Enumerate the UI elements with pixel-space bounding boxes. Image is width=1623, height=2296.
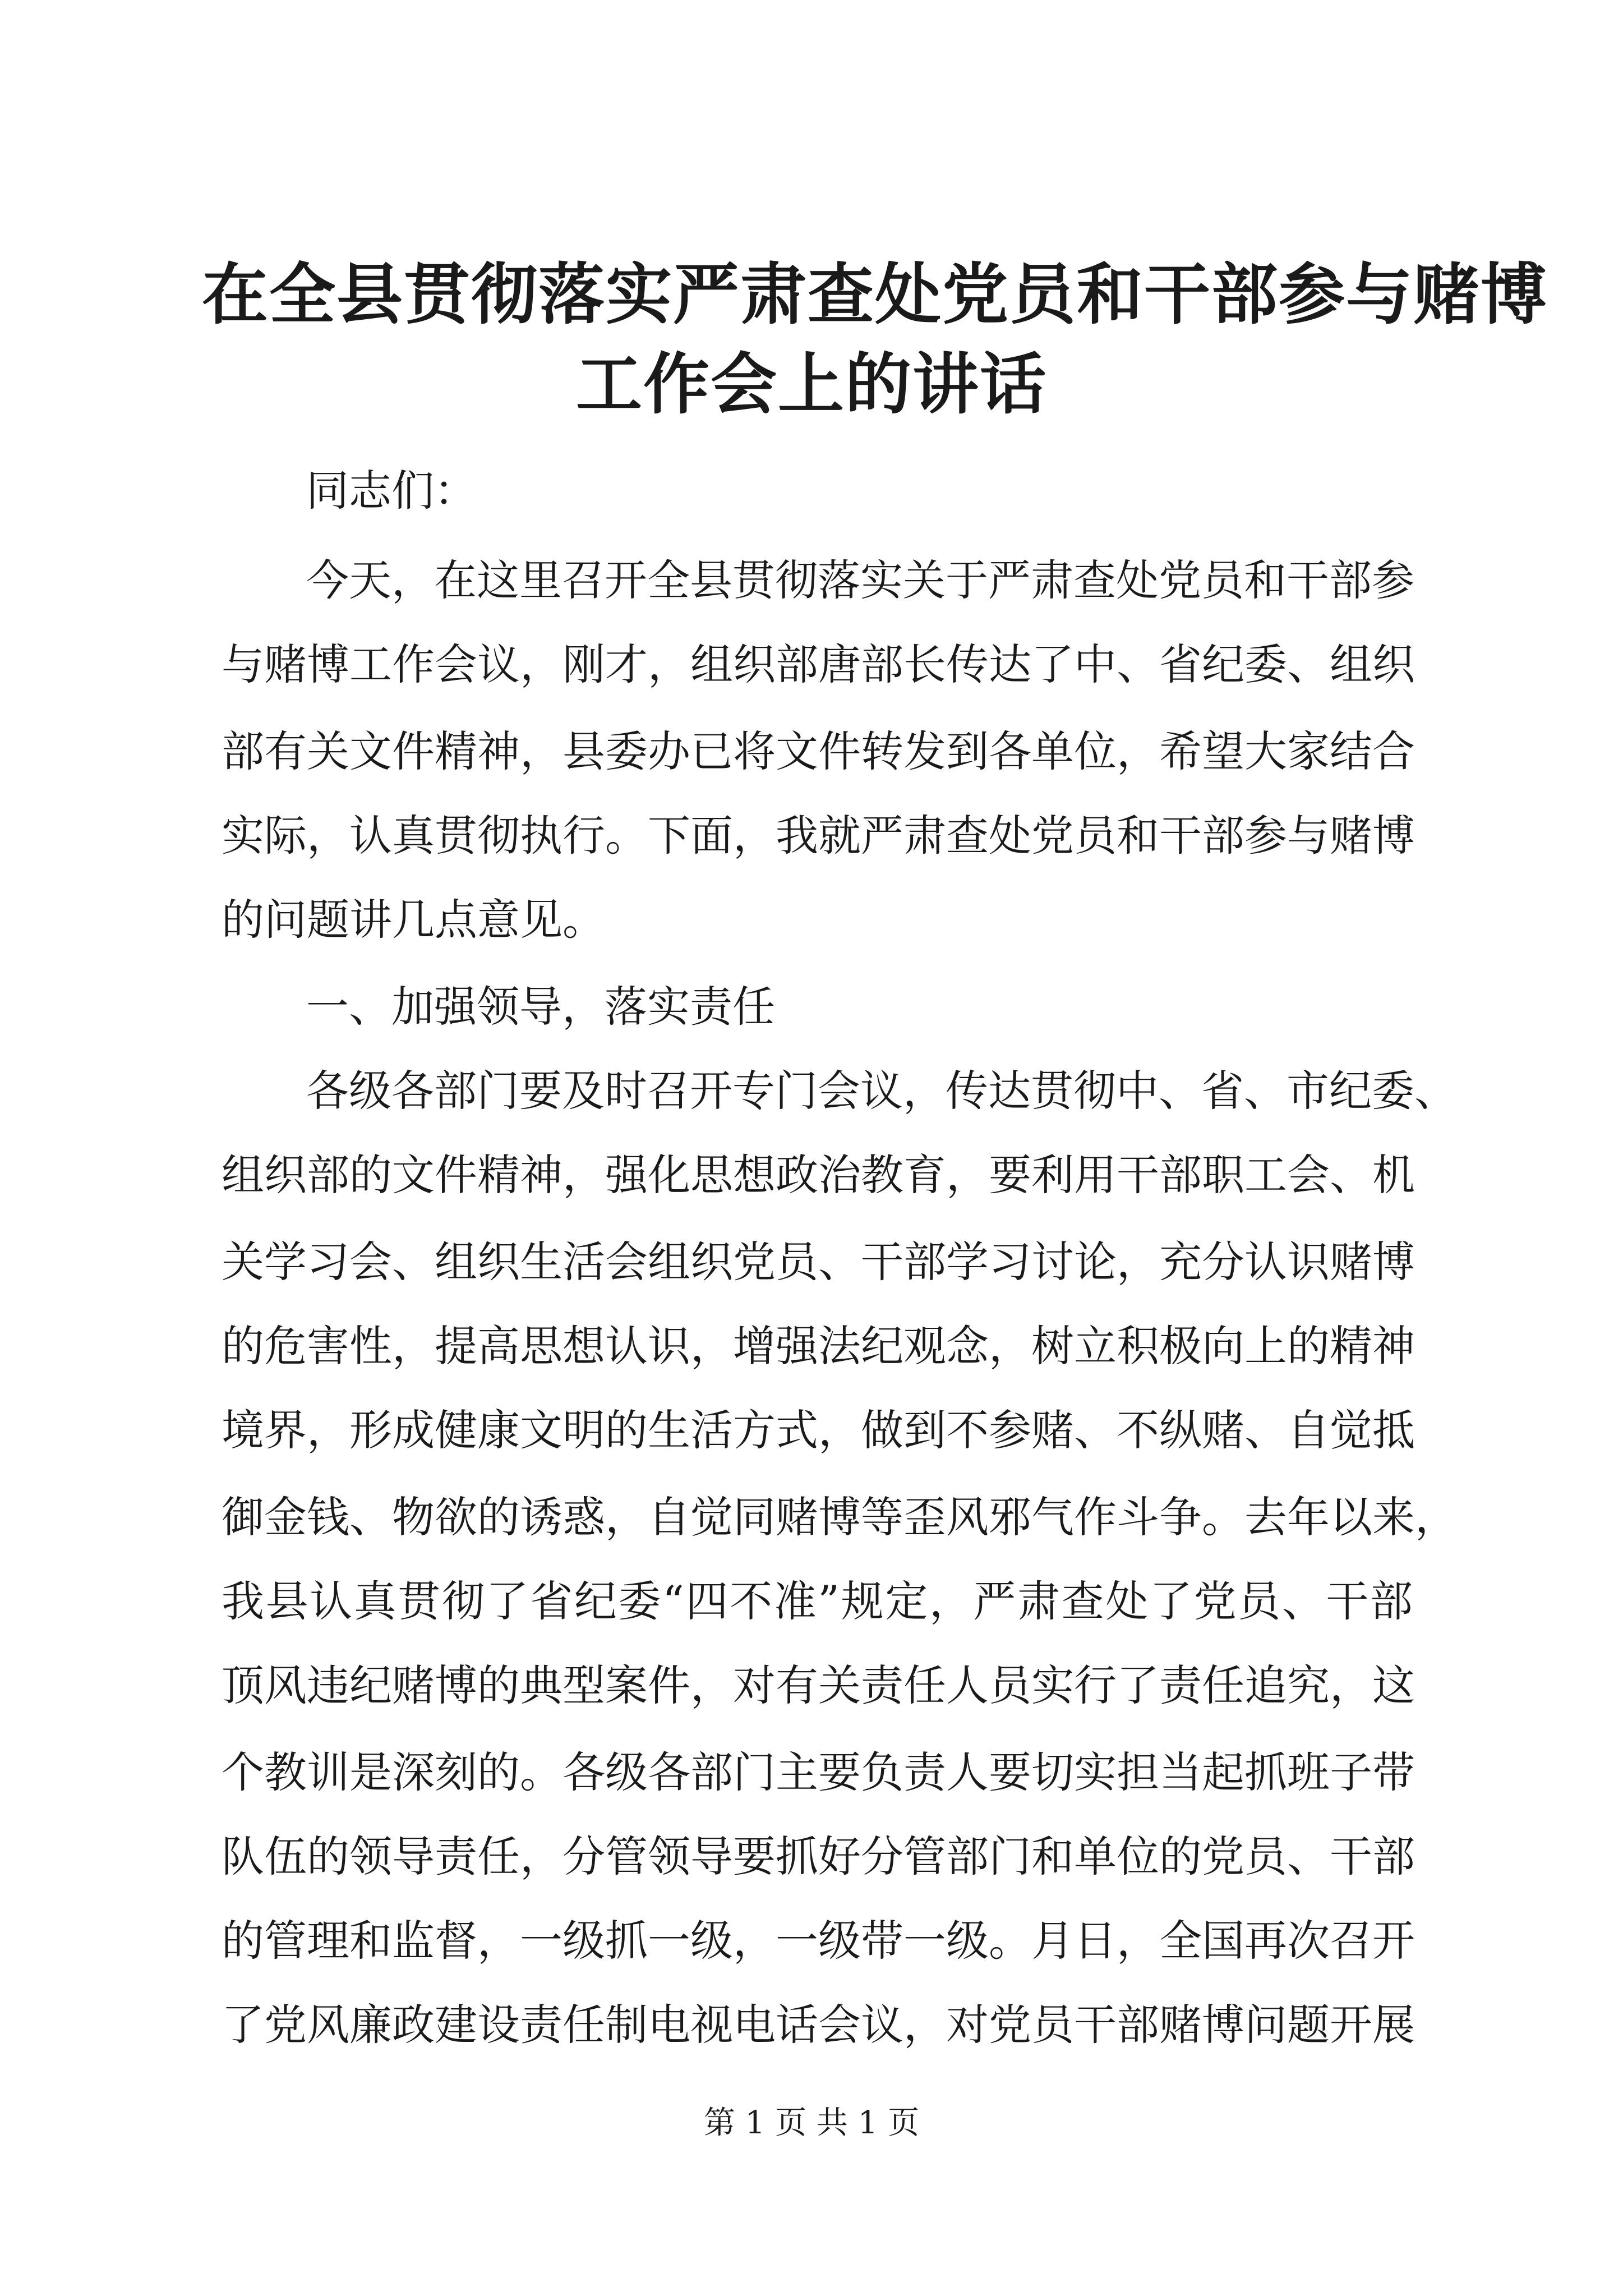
salutation: 同志们：	[306, 466, 477, 516]
paragraph-line: 御金钱、物欲的诱惑，自觉同赌博等歪风邪气作斗争。去年以来，	[222, 1492, 1458, 1542]
paragraph-line: 个教训是深刻的。各级各部门主要负责人要切实担当起抓班子带	[222, 1747, 1415, 1797]
paragraph-line: 关学习会、组织生活会组织党员、干部学习讨论，充分认识赌博	[222, 1237, 1415, 1287]
section-heading: 一、加强领导，落实责任	[306, 982, 775, 1032]
paragraph-line: 我县认真贯彻了省纪委“四不准”规定，严肃查处了党员、干部	[222, 1576, 1413, 1626]
document-title-line-2: 工作会上的讲话	[575, 345, 1047, 423]
paragraph-line: 各级各部门要及时召开专门会议，传达贯彻中、省、市纪委、	[306, 1066, 1457, 1116]
paragraph-line: 境界，形成健康文明的生活方式，做到不参赌、不纵赌、自觉抵	[222, 1405, 1415, 1455]
document-title-line-1: 在全县贯彻落实严肃查处党员和干部参与赌博	[202, 255, 1548, 333]
paragraph-line: 的管理和监督，一级抓一级，一级带一级。月日，全国再次召开	[222, 1916, 1415, 1966]
paragraph-line: 了党风廉政建设责任制电视电话会议，对党员干部赌博问题开展	[222, 2000, 1415, 2050]
paragraph-line: 今天，在这里召开全县贯彻落实关于严肃查处党员和干部参	[306, 555, 1414, 605]
paragraph-line: 组织部的文件精神，强化思想政治教育，要利用干部职工会、机	[222, 1150, 1415, 1200]
paragraph-line: 顶风违纪赌博的典型案件，对有关责任人员实行了责任追究，这	[222, 1660, 1415, 1710]
paragraph-line: 队伍的领导责任，分管领导要抓好分管部门和单位的党员、干部	[222, 1832, 1415, 1881]
page-number-footer: 第 1 页 共 1 页	[703, 2105, 920, 2141]
paragraph-line: 实际，认真贯彻执行。下面，我就严肃查处党员和干部参与赌博	[222, 811, 1415, 861]
paragraph-line: 部有关文件精神，县委办已将文件转发到各单位，希望大家结合	[222, 726, 1415, 776]
paragraph-line: 的问题讲几点意见。	[222, 895, 605, 945]
paragraph-line: 的危害性，提高思想认识，增强法纪观念，树立积极向上的精神	[222, 1321, 1415, 1371]
paragraph-line: 与赌博工作会议，刚才，组织部唐部长传达了中、省纪委、组织	[222, 639, 1415, 689]
